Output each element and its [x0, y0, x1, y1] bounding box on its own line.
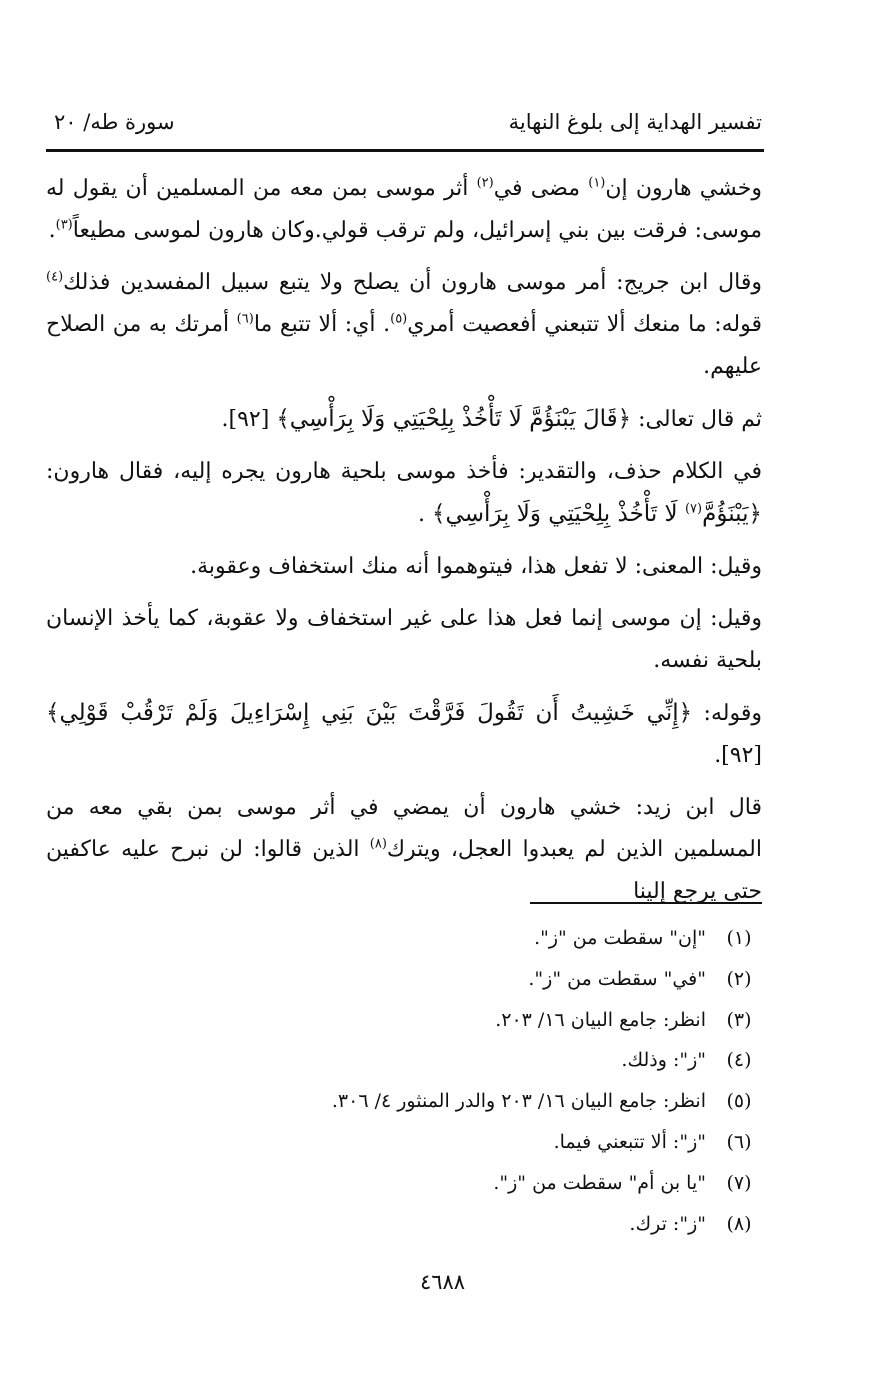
footnote-number: (٤)	[726, 1049, 752, 1072]
paragraph-text: ثم قال تعالى:	[631, 407, 762, 432]
paragraph	[46, 692, 762, 777]
paragraph-text: [٩٢].	[221, 407, 277, 432]
paragraph-text: أمرتك به من الصلاح عليهم.	[46, 312, 762, 379]
footnote-reference: (٢)	[476, 175, 494, 191]
paragraph-text: قوله: ما منعك ألا تتبعني أفعصيت أمري	[407, 312, 763, 337]
paragraph-text: .	[418, 502, 433, 527]
footnote-reference: (٦)	[236, 311, 254, 327]
footnote-item	[120, 1000, 762, 1041]
footnote-text: "يا بن أم" سقطت من "ز".	[493, 1171, 706, 1194]
quran-verse: لَا تَأْخُذْ بِلِحْيَتِي وَلَا بِرَأْسِي﴾	[432, 501, 685, 527]
footnote-number: (٢)	[726, 967, 752, 990]
sura-label: سورة طه/ ٢٠	[54, 110, 175, 134]
paragraph-text: وقيل: إن موسى إنما فعل هذا على غير استخفاف ولا عقوبة، كما يأخذ الإنسان بلحية نفسه.	[46, 606, 762, 673]
footnote-item	[120, 1040, 762, 1081]
footnote-number: (٦)	[726, 1130, 752, 1153]
footnote-number: (٥)	[726, 1090, 752, 1113]
footnote-number: (٣)	[726, 1008, 752, 1031]
paragraph	[46, 787, 762, 913]
footnote-reference: (٨)	[369, 836, 387, 852]
paragraph	[46, 598, 762, 682]
footnote-reference: (٥)	[390, 311, 408, 327]
footnote-text: انظر: جامع البيان ١٦/ ٢٠٣ والدر المنثور ٤/ ٣٠٦.	[331, 1090, 706, 1113]
paragraph-text: أثر موسى بمن معه من المسلمين أن يقول له موسى: فرقت بين بني إسرائيل، ولم ترقب قولي.وكان هارون لموسى مطيعاً	[46, 176, 762, 243]
footnote-divider	[530, 902, 762, 904]
body-text	[46, 168, 762, 923]
footnote-number: (٧)	[726, 1171, 752, 1194]
paragraph-text: الذين قالوا: لن نبرح عليه عاكفين حتى يرجع إلينا	[46, 837, 762, 904]
header-divider	[46, 149, 764, 152]
paragraph-text: مضى في	[493, 176, 589, 201]
running-header	[46, 108, 764, 142]
footnote-item	[120, 959, 762, 1000]
footnote-item	[120, 1122, 762, 1163]
footnote-text: انظر: جامع البيان ١٦/ ٢٠٣.	[495, 1008, 706, 1031]
footnote-item	[120, 1204, 762, 1245]
footnote-number: (٨)	[726, 1212, 752, 1235]
paragraph-text: وقال ابن جريج: أمر موسى هارون أن يصلح ولا يتبع سبيل المفسدين فذلك	[63, 270, 762, 295]
footnote-item	[120, 1163, 762, 1204]
footnote-reference: (٧)	[684, 501, 703, 517]
page-number: ٤٦٨٨	[419, 1270, 466, 1294]
paragraph-text: في الكلام حذف، والتقدير: فأخذ موسى بلحية هارون يجره إليه، فقال هارون:	[46, 459, 762, 484]
quran-verse: ﴿يَبْنَؤُمَّ	[702, 501, 762, 527]
footnote-reference: (٣)	[55, 217, 73, 233]
book-title: تفسير الهداية إلى بلوغ النهاية	[508, 110, 762, 134]
paragraph-text: [٩٢].	[714, 743, 762, 768]
paragraph-text: وقوله:	[692, 701, 762, 726]
paragraph-text: وخشي هارون إن	[605, 176, 762, 201]
footnote-reference: (٤)	[46, 269, 64, 285]
quran-verse: ﴿قَالَ يَبْنَؤُمَّ لَا تَأْخُذْ بِلِحْيَتِي وَلَا بِرَأْسِي﴾	[276, 406, 632, 432]
paragraph	[46, 398, 762, 441]
paragraph-text: . أي: ألا تتبع ما	[253, 312, 391, 337]
footnote-text: "ز": ترك.	[629, 1212, 706, 1235]
paragraph-text: قال ابن زيد: خشي هارون أن يمضي في أثر موسى بمن بقي معه من المسلمين الذين لم يعبدوا العجل، ويترك	[46, 795, 762, 862]
footnote-reference: (١)	[588, 175, 606, 191]
footnote-item	[120, 918, 762, 959]
paragraph	[46, 451, 762, 536]
footnote-item	[120, 1081, 762, 1122]
footnote-text: "ز": وذلك.	[621, 1049, 706, 1072]
footnote-number: (١)	[726, 927, 752, 949]
paragraph-text: .	[48, 218, 56, 243]
paragraph	[46, 168, 762, 252]
paragraph	[46, 262, 762, 388]
footnote-text: "في" سقطت من "ز".	[528, 967, 706, 990]
quran-verse: ﴿إِنِّي خَشِيتُ أَن تَقُولَ فَرَّقْتَ بَيْنَ بَنِي إِسْرَاءِيلَ وَلَمْ تَرْقُبْ قَوْلِي﴾	[46, 700, 693, 726]
footnotes-list	[120, 918, 762, 1244]
footnote-text: "إن" سقطت من "ز".	[534, 927, 706, 949]
paragraph	[46, 546, 762, 588]
paragraph-text: وقيل: المعنى: لا تفعل هذا، فيتوهموا أنه منك استخفاف وعقوبة.	[190, 554, 762, 579]
footnote-text: "ز": ألا تتبعني فيما.	[553, 1130, 706, 1153]
